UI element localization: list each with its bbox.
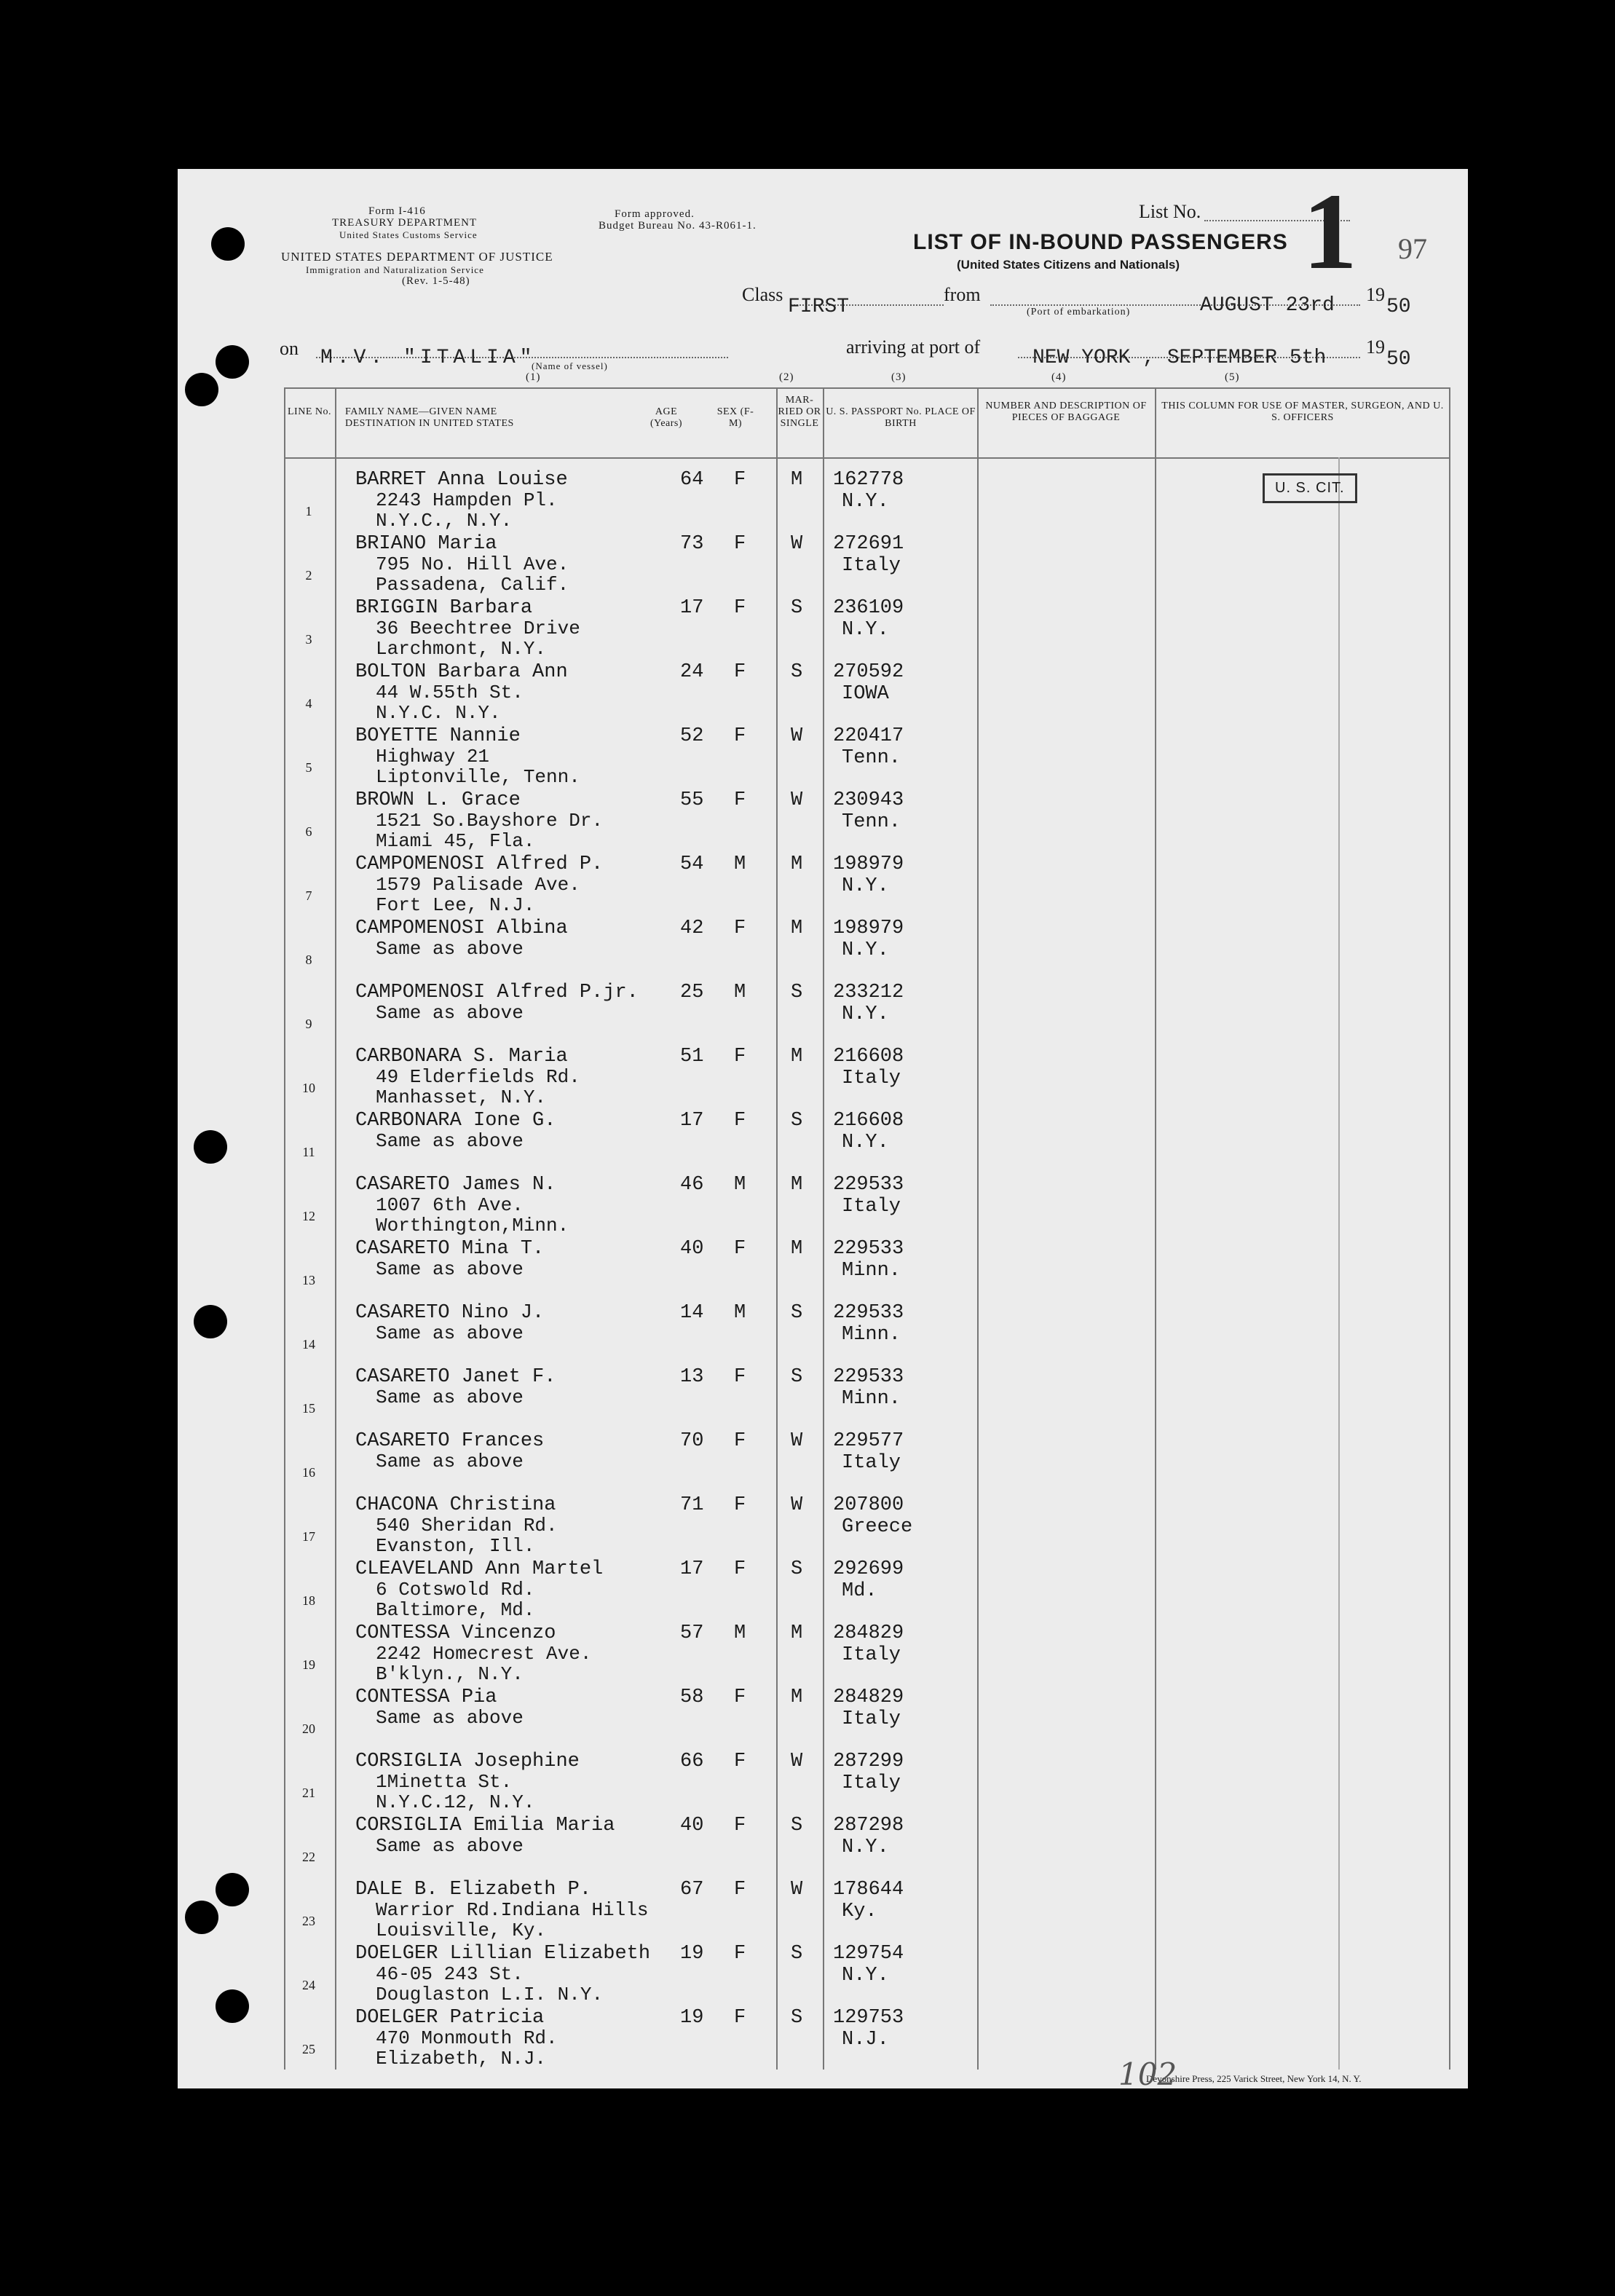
passenger-address-2: Liptonville, Tenn.	[376, 766, 580, 788]
from-year: 50	[1386, 296, 1411, 318]
line-number: 7	[305, 888, 312, 903]
passenger-age: 40	[680, 1815, 704, 1837]
passenger-name: CLEAVELAND Ann Martel	[355, 1558, 604, 1580]
passenger-address-1: Same as above	[376, 1707, 524, 1729]
place-of-birth: IOWA	[842, 683, 889, 705]
passenger-age: 17	[680, 1110, 704, 1132]
passenger-name: BRIANO Maria	[355, 533, 497, 555]
line-number: 22	[302, 1850, 315, 1864]
class-value: FIRST	[788, 296, 850, 318]
line-number: 6	[305, 824, 312, 839]
place-of-birth: Minn.	[842, 1388, 901, 1410]
passenger-name: BROWN L. Grace	[355, 789, 521, 811]
punch-hole-4	[194, 1130, 227, 1164]
passenger-address-1: Same as above	[376, 1835, 524, 1857]
marital-status: M	[791, 469, 803, 491]
passenger-address-1: 36 Beechtree Drive	[376, 618, 580, 639]
passenger-sex: F	[734, 1879, 746, 1901]
col-divider-line	[284, 387, 285, 2070]
passport-number: 229533	[833, 1302, 904, 1324]
passenger-address-1: Warrior Rd.Indiana Hills	[376, 1899, 649, 1921]
passenger-address-2: B'klyn., N.Y.	[376, 1663, 524, 1685]
marital-status: M	[791, 918, 803, 939]
passport-number: 287299	[833, 1751, 904, 1772]
passenger-address-2: Passadena, Calif.	[376, 574, 569, 596]
line-number: 21	[302, 1786, 315, 1800]
passenger-name: CASARETO James N.	[355, 1174, 556, 1196]
passenger-address-1: 795 No. Hill Ave.	[376, 553, 569, 575]
from-sublabel: (Port of embarkation)	[1027, 307, 1131, 317]
marital-status: W	[791, 789, 803, 811]
passenger-age: 52	[680, 725, 704, 747]
line-number: 18	[302, 1593, 315, 1608]
passenger-sex: F	[734, 789, 746, 811]
passenger-age: 54	[680, 853, 704, 875]
marital-status: W	[791, 725, 803, 747]
passenger-address-2: Evanston, Ill.	[376, 1535, 535, 1557]
passport-number: 229533	[833, 1366, 904, 1388]
passport-number: 220417	[833, 725, 904, 747]
arrival-year: 50	[1386, 348, 1411, 371]
col-divider-baggage	[977, 387, 979, 2070]
marital-status: M	[791, 1174, 803, 1196]
vessel-name: M.V. "ITALIA"	[320, 347, 537, 369]
passenger-age: 58	[680, 1687, 704, 1708]
passenger-address-1: 470 Monmouth Rd.	[376, 2027, 558, 2049]
document-subtitle: (United States Citizens and Nationals)	[957, 258, 1180, 272]
passenger-name: BOYETTE Nannie	[355, 725, 521, 747]
passenger-name: BARRET Anna Louise	[355, 469, 568, 491]
place-of-birth: Minn.	[842, 1260, 901, 1282]
passenger-name: CASARETO Mina T.	[355, 1238, 545, 1260]
passenger-name: BOLTON Barbara Ann	[355, 661, 568, 683]
passenger-name: CONTESSA Vincenzo	[355, 1622, 556, 1644]
passenger-age: 73	[680, 533, 704, 555]
passenger-name: CAMPOMENOSI Alfred P.	[355, 853, 604, 875]
punch-hole-7	[185, 1901, 218, 1934]
place-of-birth: Md.	[842, 1580, 877, 1602]
passenger-age: 13	[680, 1366, 704, 1388]
passenger-name: CAMPOMENOSI Albina	[355, 918, 568, 939]
passenger-sex: F	[734, 1815, 746, 1837]
passenger-name: CHACONA Christina	[355, 1494, 556, 1516]
page-number: 97	[1398, 232, 1427, 265]
passenger-address-1: 6 Cotswold Rd.	[376, 1579, 535, 1601]
passenger-sex: F	[734, 1943, 746, 1965]
line-number: 15	[302, 1401, 315, 1416]
place-of-birth: Tenn.	[842, 811, 901, 833]
form-number: Form I-416	[368, 205, 426, 217]
marital-status: S	[791, 1815, 803, 1837]
line-number: 9	[305, 1017, 312, 1031]
passenger-address-1: Same as above	[376, 1258, 524, 1280]
passenger-sex: F	[734, 725, 746, 747]
colhead-baggage: NUMBER AND DESCRIPTION OF PIECES OF BAGGAGE	[985, 401, 1147, 423]
line-number: 2	[305, 568, 312, 583]
table-right-border	[1449, 387, 1450, 2070]
marital-status: M	[791, 1687, 803, 1708]
punch-hole-3	[185, 373, 218, 406]
passenger-address-1: Same as above	[376, 938, 524, 960]
passenger-address-1: Same as above	[376, 1451, 524, 1472]
col-num-3: (3)	[891, 371, 907, 383]
line-number: 4	[305, 696, 312, 711]
marital-status: S	[791, 1366, 803, 1388]
passport-number: 216608	[833, 1110, 904, 1132]
passenger-address-1: Same as above	[376, 1322, 524, 1344]
passenger-address-2: N.Y.C. N.Y.	[376, 702, 501, 724]
passenger-address-2: Baltimore, Md.	[376, 1599, 535, 1621]
manifest-page	[178, 169, 1468, 2088]
printer-footer: Devonshire Press, 225 Varick Street, New York 14, N. Y.	[1146, 2073, 1362, 2084]
passenger-sex: F	[734, 1558, 746, 1580]
passenger-sex: M	[734, 1302, 746, 1324]
passenger-sex: F	[734, 2007, 746, 2029]
marital-status: S	[791, 1302, 803, 1324]
passport-number: 198979	[833, 853, 904, 875]
passenger-age: 55	[680, 789, 704, 811]
place-of-birth: N.Y.	[842, 1132, 889, 1153]
col-divider-passport	[823, 387, 824, 2070]
line-number: 8	[305, 952, 312, 967]
passenger-address-1: 540 Sheridan Rd.	[376, 1515, 558, 1536]
line-number: 17	[302, 1529, 315, 1544]
line-number: 23	[302, 1914, 315, 1928]
col-num-5: (5)	[1225, 371, 1240, 383]
passenger-name: CASARETO Nino J.	[355, 1302, 545, 1324]
passport-number: 129754	[833, 1943, 904, 1965]
passenger-address-2: Douglaston L.I. N.Y.	[376, 1984, 604, 2005]
marital-status: M	[791, 1238, 803, 1260]
place-of-birth: Greece	[842, 1516, 913, 1538]
vessel-sublabel: (Name of vessel)	[532, 360, 608, 371]
col-divider-name	[335, 387, 336, 2070]
line-number: 20	[302, 1721, 315, 1736]
passport-number: 229577	[833, 1430, 904, 1452]
list-no-label: List No.	[1139, 201, 1201, 222]
passenger-address-2: Louisville, Ky.	[376, 1920, 547, 1941]
handwritten-note: 102	[1118, 2056, 1177, 2088]
marital-status: W	[791, 1430, 803, 1452]
passenger-name: DOELGER Patricia	[355, 2007, 545, 2029]
marital-status: W	[791, 1751, 803, 1772]
place-of-birth: N.Y.	[842, 619, 889, 641]
marital-status: M	[791, 1046, 803, 1068]
passenger-sex: F	[734, 1366, 746, 1388]
passport-number: 272691	[833, 533, 904, 555]
place-of-birth: Italy	[842, 1196, 901, 1218]
marital-status: W	[791, 533, 803, 555]
passenger-address-2: Larchmont, N.Y.	[376, 638, 547, 660]
marital-status: W	[791, 1879, 803, 1901]
passenger-address-1: 1521 So.Bayshore Dr.	[376, 810, 604, 832]
from-date: AUGUST 23rd	[1200, 294, 1335, 317]
passenger-sex: F	[734, 469, 746, 491]
passenger-sex: F	[734, 918, 746, 939]
passport-number: 162778	[833, 469, 904, 491]
passenger-sex: M	[734, 853, 746, 875]
line-number: 13	[302, 1273, 315, 1287]
line-number: 25	[302, 2042, 315, 2056]
class-label: Class	[742, 284, 783, 305]
passenger-sex: F	[734, 1110, 746, 1132]
passport-number: 229533	[833, 1174, 904, 1196]
passenger-age: 70	[680, 1430, 704, 1452]
passport-number: 292699	[833, 1558, 904, 1580]
colhead-line: LINE No.	[288, 406, 331, 417]
passenger-address-1: 2242 Homecrest Ave.	[376, 1643, 592, 1665]
col-num-4: (4)	[1051, 371, 1067, 383]
passenger-address-2: Fort Lee, N.J.	[376, 894, 535, 916]
passport-number: 284829	[833, 1622, 904, 1644]
colhead-name: FAMILY NAME—GIVEN NAME DESTINATION IN UNITED STATES	[345, 406, 514, 429]
passenger-sex: F	[734, 1494, 746, 1516]
passenger-age: 19	[680, 1943, 704, 1965]
passenger-age: 71	[680, 1494, 704, 1516]
from-year-prefix: 19	[1366, 284, 1385, 305]
passenger-address-1: 1579 Palisade Ave.	[376, 874, 580, 896]
marital-status: W	[791, 1494, 803, 1516]
marital-status: S	[791, 1558, 803, 1580]
table-top-border	[284, 387, 1450, 389]
passenger-age: 66	[680, 1751, 704, 1772]
passenger-address-1: 46-05 243 St.	[376, 1963, 524, 1985]
place-of-birth: Italy	[842, 1708, 901, 1730]
passenger-sex: F	[734, 1238, 746, 1260]
passenger-name: CORSIGLIA Emilia Maria	[355, 1815, 615, 1837]
budget-bureau: Budget Bureau No. 43-R061-1.	[599, 220, 757, 232]
passenger-name: CARBONARA Ione G.	[355, 1110, 556, 1132]
col-num-1: (1)	[526, 371, 541, 383]
passenger-address-2: Manhasset, N.Y.	[376, 1086, 547, 1108]
passport-number: 178644	[833, 1879, 904, 1901]
line-number: 16	[302, 1465, 315, 1480]
us-citizen-stamp: U. S. CIT.	[1263, 473, 1357, 503]
passenger-sex: F	[734, 1687, 746, 1708]
document-title: LIST OF IN-BOUND PASSENGERS	[913, 230, 1288, 254]
officers-inner-line	[1338, 457, 1340, 2070]
arrival-port: NEW YORK , SEPTEMBER 5th	[1032, 347, 1327, 369]
place-of-birth: Italy	[842, 1452, 901, 1474]
place-of-birth: N.J.	[842, 2029, 889, 2051]
punch-hole-8	[216, 1989, 249, 2023]
colhead-officers: THIS COLUMN FOR USE OF MASTER, SURGEON, AND U. S. OFFICERS	[1161, 401, 1444, 423]
place-of-birth: N.Y.	[842, 875, 889, 897]
punch-hole-2	[216, 345, 249, 379]
passenger-age: 51	[680, 1046, 704, 1068]
marital-status: M	[791, 853, 803, 875]
marital-status: M	[791, 1622, 803, 1644]
punch-hole-1	[211, 227, 245, 261]
passenger-name: CAMPOMENOSI Alfred P.jr.	[355, 982, 639, 1003]
line-number: 12	[302, 1209, 315, 1223]
table-header-border	[284, 457, 1450, 459]
marital-status: S	[791, 1943, 803, 1965]
marital-status: S	[791, 982, 803, 1003]
passport-number: 216608	[833, 1046, 904, 1068]
from-label: from	[944, 284, 981, 305]
passenger-age: 25	[680, 982, 704, 1003]
passport-number: 284829	[833, 1687, 904, 1708]
passenger-address-1: Same as above	[376, 1130, 524, 1152]
passenger-age: 14	[680, 1302, 704, 1324]
marital-status: S	[791, 597, 803, 619]
colhead-married: MAR-RIED OR SINGLE	[778, 395, 821, 429]
passenger-name: CASARETO Janet F.	[355, 1366, 556, 1388]
passport-number: 198979	[833, 918, 904, 939]
place-of-birth: Minn.	[842, 1324, 901, 1346]
passenger-name: BRIGGIN Barbara	[355, 597, 533, 619]
passenger-sex: F	[734, 597, 746, 619]
place-of-birth: N.Y.	[842, 1003, 889, 1025]
passenger-address-1: Highway 21	[376, 746, 490, 768]
col-divider-officers	[1155, 387, 1156, 2070]
treasury-dept: TREASURY DEPARTMENT	[332, 217, 478, 229]
passenger-address-1: Same as above	[376, 1002, 524, 1024]
passenger-sex: F	[734, 533, 746, 555]
passenger-sex: M	[734, 1622, 746, 1644]
passport-number: 287298	[833, 1815, 904, 1837]
revision: (Rev. 1-5-48)	[402, 275, 470, 287]
colhead-age: AGE (Years)	[649, 406, 683, 429]
passenger-address-1: 2243 Hampden Pl.	[376, 489, 558, 511]
passenger-address-2: Miami 45, Fla.	[376, 830, 535, 852]
col-divider-married	[776, 387, 778, 2070]
passport-number: 236109	[833, 597, 904, 619]
marital-status: S	[791, 2007, 803, 2029]
passenger-address-1: Same as above	[376, 1386, 524, 1408]
passenger-sex: M	[734, 982, 746, 1003]
arrival-year-prefix: 19	[1366, 336, 1385, 358]
place-of-birth: Italy	[842, 1068, 901, 1089]
passenger-address-1: 1Minetta St.	[376, 1771, 513, 1793]
passport-number: 270592	[833, 661, 904, 683]
marital-status: S	[791, 661, 803, 683]
place-of-birth: N.Y.	[842, 1965, 889, 1987]
line-number: 24	[302, 1978, 315, 1992]
line-number: 19	[302, 1657, 315, 1672]
punch-hole-6	[216, 1873, 249, 1906]
passenger-sex: F	[734, 661, 746, 683]
place-of-birth: N.Y.	[842, 939, 889, 961]
passenger-address-1: 1007 6th Ave.	[376, 1194, 524, 1216]
passenger-name: CONTESSA Pia	[355, 1687, 497, 1708]
list-no-value: 1	[1303, 171, 1357, 292]
on-label: on	[280, 338, 299, 359]
line-number: 10	[302, 1081, 315, 1095]
place-of-birth: Tenn.	[842, 747, 901, 769]
passenger-sex: F	[734, 1430, 746, 1452]
passenger-sex: F	[734, 1046, 746, 1068]
colhead-sex: SEX (F-M)	[716, 406, 754, 429]
passenger-name: DALE B. Elizabeth P.	[355, 1879, 592, 1901]
col-num-2: (2)	[779, 371, 794, 383]
passport-number: 233212	[833, 982, 904, 1003]
passenger-age: 64	[680, 469, 704, 491]
line-number: 11	[302, 1145, 315, 1159]
place-of-birth: N.Y.	[842, 491, 889, 513]
passenger-name: DOELGER Lillian Elizabeth	[355, 1943, 651, 1965]
punch-hole-5	[194, 1305, 227, 1338]
justice-dept: UNITED STATES DEPARTMENT OF JUSTICE	[281, 250, 553, 264]
passenger-address-2: N.Y.C., N.Y.	[376, 510, 513, 532]
form-approved: Form approved.	[615, 208, 695, 220]
passport-number: 207800	[833, 1494, 904, 1516]
passenger-age: 57	[680, 1622, 704, 1644]
arriving-label: arriving at port of	[846, 336, 981, 358]
passenger-address-1: 44 W.55th St.	[376, 682, 524, 703]
passenger-sex: M	[734, 1174, 746, 1196]
passenger-age: 24	[680, 661, 704, 683]
passenger-age: 17	[680, 597, 704, 619]
marital-status: S	[791, 1110, 803, 1132]
passenger-age: 17	[680, 1558, 704, 1580]
line-number: 3	[305, 632, 312, 647]
passenger-age: 40	[680, 1238, 704, 1260]
passenger-address-2: N.Y.C.12, N.Y.	[376, 1791, 535, 1813]
passenger-sex: F	[734, 1751, 746, 1772]
place-of-birth: Italy	[842, 1644, 901, 1666]
passenger-address-1: 49 Elderfields Rd.	[376, 1066, 580, 1088]
passport-number: 230943	[833, 789, 904, 811]
passenger-age: 46	[680, 1174, 704, 1196]
place-of-birth: N.Y.	[842, 1837, 889, 1858]
passenger-address-2: Elizabeth, N.J.	[376, 2048, 547, 2070]
line-number: 14	[302, 1337, 315, 1352]
passenger-name: CORSIGLIA Josephine	[355, 1751, 580, 1772]
line-number: 5	[305, 760, 312, 775]
passport-number: 229533	[833, 1238, 904, 1260]
passenger-address-2: Worthington,Minn.	[376, 1215, 569, 1236]
passenger-age: 42	[680, 918, 704, 939]
place-of-birth: Italy	[842, 555, 901, 577]
passenger-age: 67	[680, 1879, 704, 1901]
passport-number: 129753	[833, 2007, 904, 2029]
passenger-name: CASARETO Frances	[355, 1430, 545, 1452]
line-number: 1	[305, 504, 312, 518]
passenger-name: CARBONARA S. Maria	[355, 1046, 568, 1068]
place-of-birth: Italy	[842, 1772, 901, 1794]
passenger-age: 19	[680, 2007, 704, 2029]
customs-service: United States Customs Service	[339, 229, 478, 240]
colhead-passport: U. S. PASSPORT No. PLACE OF BIRTH	[826, 406, 976, 429]
place-of-birth: Ky.	[842, 1901, 877, 1922]
immigration-service: Immigration and Naturalization Service	[306, 264, 484, 275]
